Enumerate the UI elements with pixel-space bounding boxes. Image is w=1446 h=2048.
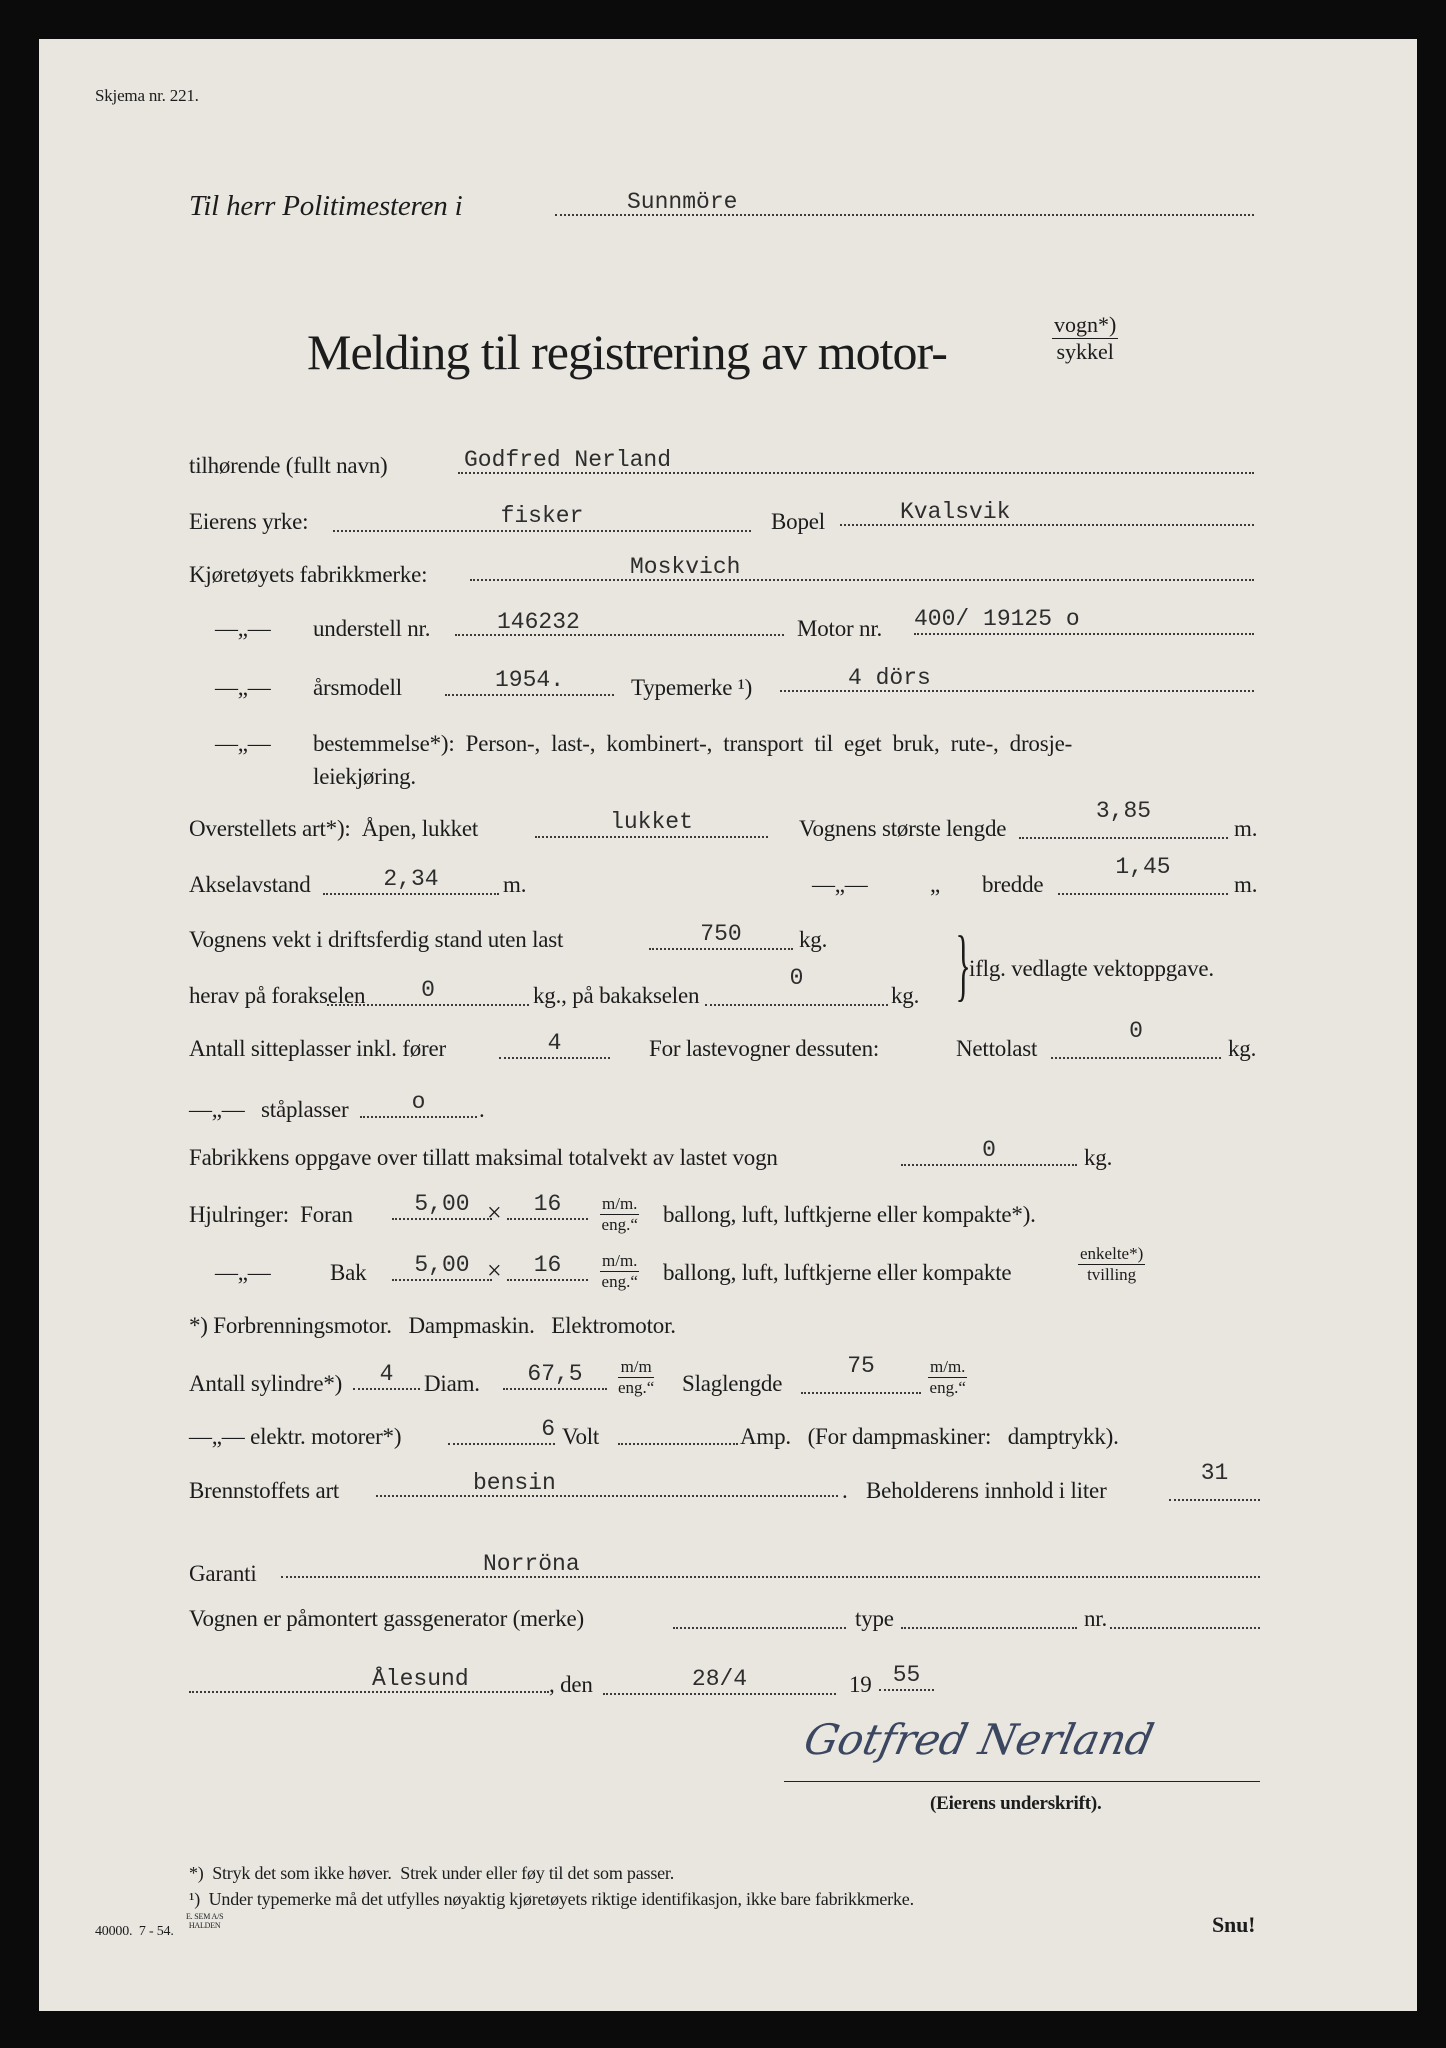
rear-tire-fraction <box>1078 1244 1145 1285</box>
turn-over-note: Snu! <box>1212 1912 1256 1937</box>
form-number: Skjema nr. 221. <box>95 86 199 105</box>
seats-field[interactable]: 4 <box>499 1031 610 1059</box>
occupation-label: Eierens yrke: <box>189 509 309 534</box>
weight-note: iflg. vedlagte vektoppgave. <box>969 956 1214 981</box>
year-prefix: 19 <box>849 1672 872 1697</box>
unit-kg: kg. <box>1084 1145 1113 1170</box>
year-field[interactable]: 55 <box>879 1663 934 1691</box>
ditto-mark: —„— <box>215 675 271 700</box>
chassis-label: understell nr. <box>313 616 431 641</box>
tank-label: Beholderens innhold i liter <box>866 1478 1107 1503</box>
rear-tire-types: ballong, luft, luftkjerne eller kompakte <box>663 1260 1012 1285</box>
unit-kg: kg. <box>1228 1036 1257 1061</box>
unit-m: m. <box>1234 872 1258 897</box>
owner-name-label: tilhørende (fullt navn) <box>189 453 388 478</box>
chassis-field[interactable]: 146232 <box>455 610 784 636</box>
footnote: ¹) Under typemerke må det utfylles nøyaktig kjøretøyets riktige identifikasjon, ikke bare fabrikkmerke. <box>189 1889 914 1909</box>
stroke-value: 75 <box>847 1353 875 1379</box>
make-field[interactable]: Moskvich <box>470 555 1254 581</box>
title-frac-bottom: sykkel <box>1056 339 1114 364</box>
front-axle-label: herav på forakselen <box>189 983 366 1008</box>
guarantee-label: Garanti <box>189 1561 257 1586</box>
rear-label: Bak <box>330 1260 367 1285</box>
signature-line <box>784 1781 1260 1782</box>
addressee-field[interactable]: Sunnmöre <box>555 190 1254 216</box>
unit-top: m/m. <box>930 1357 966 1376</box>
date-field[interactable]: 28/4 <box>603 1667 836 1695</box>
make-label: Kjøretøyets fabrikkmerke: <box>189 562 428 587</box>
unit-fraction <box>618 1357 654 1398</box>
wheelbase-field[interactable]: 2,34 <box>323 867 499 895</box>
diam-label: Diam. <box>424 1371 480 1396</box>
front-axle-field[interactable]: 0 <box>327 978 529 1006</box>
rear-tire-size-field[interactable]: 5,00 <box>392 1253 492 1281</box>
owner-name-field[interactable]: Godfred Nerland <box>458 448 1254 474</box>
unit-top: m/m <box>618 1357 654 1378</box>
stroke-label: Slaglengde <box>682 1371 783 1396</box>
truck-label: For lastevogner dessuten: <box>649 1036 880 1061</box>
standing-label: ståplasser <box>261 1097 349 1122</box>
residence-label: Bopel <box>771 509 825 534</box>
rear-frac-bottom: tvilling <box>1087 1265 1137 1284</box>
amp-field[interactable] <box>618 1417 738 1445</box>
max-weight-field[interactable]: 0 <box>901 1138 1077 1166</box>
unit-top: m/m. <box>602 1251 638 1270</box>
owner-signature: Gotfred Nerland <box>799 1715 1158 1764</box>
page-title: Melding til registrering av motor- <box>307 324 947 380</box>
title-fraction <box>1052 312 1118 365</box>
gas-generator-label: Vognen er påmontert gassgenerator (merke) <box>189 1606 584 1631</box>
weight-label: Vognens vekt i driftsferdig stand uten last <box>189 927 564 952</box>
unit-kg: kg. <box>891 983 920 1008</box>
cylinders-label: Antall sylindre*) <box>189 1371 343 1396</box>
net-load-field[interactable] <box>1051 1018 1221 1059</box>
unit-m: m. <box>503 872 527 897</box>
nr-label: nr. <box>1084 1606 1108 1631</box>
unit-bottom: eng.“ <box>601 1272 638 1291</box>
rear-rim-field[interactable]: 16 <box>507 1253 588 1281</box>
length-label: Vognens største lengde <box>799 816 1007 841</box>
ditto-mark: —„— <box>189 1097 245 1122</box>
fuel-label: Brennstoffets art <box>189 1478 340 1503</box>
engine-types: *) Forbrenningsmotor. Dampmaskin. Elektromotor. <box>189 1313 676 1338</box>
max-weight-label: Fabrikkens oppgave over tillatt maksimal totalvekt av lastet vogn <box>189 1145 778 1170</box>
unit-m: m. <box>1234 816 1258 841</box>
title-frac-top: vogn*) <box>1054 312 1117 337</box>
ditto-mark: —„— <box>812 872 868 897</box>
guarantee-field[interactable]: Norröna <box>281 1552 1260 1578</box>
tank-value: 31 <box>1200 1460 1229 1486</box>
length-value: 3,85 <box>1095 798 1152 824</box>
tank-field[interactable] <box>1169 1460 1260 1501</box>
printer-line2: HALDEN <box>188 1921 221 1930</box>
front-rim-field[interactable]: 16 <box>507 1192 588 1220</box>
brace: } <box>955 921 971 1009</box>
unit-fraction <box>600 1251 639 1292</box>
front-tire-size-field[interactable]: 5,00 <box>392 1192 492 1220</box>
addressee-label: Til herr Politimesteren i <box>189 190 463 222</box>
cylinders-field[interactable]: 4 <box>353 1362 420 1390</box>
unit-fraction <box>928 1357 967 1398</box>
seats-label: Antall sitteplasser inkl. fører <box>189 1036 446 1061</box>
net-load-value: 0 <box>1129 1018 1143 1044</box>
rear-frac-top: enkelte*) <box>1080 1244 1144 1263</box>
gas-type-field[interactable] <box>901 1601 1077 1629</box>
times-sign: × <box>487 1256 502 1285</box>
type-label: Typemerke ¹) <box>631 675 753 700</box>
signature-label: (Eierens underskrift). <box>930 1793 1102 1814</box>
print-code: 40000. 7 - 54. <box>95 1924 174 1939</box>
occupation-field[interactable]: fisker <box>333 504 751 532</box>
gas-nr-field[interactable] <box>1110 1601 1260 1629</box>
rear-axle-label: kg., på bakakselen <box>533 983 700 1008</box>
period: . <box>479 1097 485 1122</box>
purpose-text-cont: leiekjøring. <box>313 764 416 789</box>
rear-axle-field[interactable] <box>705 965 888 1006</box>
weight-field[interactable]: 750 <box>649 922 793 950</box>
front-tire-types: ballong, luft, luftkjerne eller kompakte*). <box>663 1202 1036 1227</box>
ditto-mark: —„— <box>215 1260 271 1285</box>
printer-mark <box>186 1912 223 1930</box>
standing-field[interactable]: o <box>360 1090 477 1118</box>
width-value: 1,45 <box>1115 854 1171 880</box>
fuel-field[interactable]: bensin <box>376 1471 838 1497</box>
unit-fraction <box>600 1194 639 1235</box>
purpose-text: bestemmelse*): Person-, last-, kombinert-, transport til eget bruk, rute-, drosje- <box>313 731 1073 756</box>
unit-bottom: eng.“ <box>618 1378 655 1397</box>
motor-field[interactable]: 400/ 19125 o <box>914 607 1254 635</box>
type-field[interactable]: 4 dörs <box>780 666 1254 692</box>
year-label: årsmodell <box>313 675 402 700</box>
den-label: , den <box>549 1672 593 1697</box>
unit-bottom: eng.“ <box>929 1378 966 1397</box>
width-field[interactable] <box>1058 854 1228 895</box>
type-label: type <box>855 1606 894 1631</box>
electric-label: —„— elektr. motorer*) <box>189 1424 402 1449</box>
gas-generator-field[interactable] <box>673 1601 846 1629</box>
volt-label: Volt <box>562 1424 600 1449</box>
rear-axle-value: 0 <box>789 965 804 991</box>
length-field[interactable] <box>1019 798 1228 839</box>
ditto-mark: —„— <box>215 616 271 641</box>
net-load-label: Nettolast <box>956 1036 1038 1061</box>
wheelbase-label: Akselavstand <box>189 872 311 897</box>
body-label: Overstellets art*): Åpen, lukket <box>189 816 479 841</box>
diam-field[interactable]: 67,5 <box>503 1362 607 1390</box>
body-field[interactable]: lukket <box>535 810 768 838</box>
unit-kg: kg. <box>799 927 828 952</box>
ditto-quote: „ <box>930 872 941 897</box>
tires-label: Hjulringer: Foran <box>189 1202 353 1227</box>
year-field[interactable]: 1954. <box>445 668 614 696</box>
footnote: *) Stryk det som ikke høver. Strek under eller føy til det som passer. <box>189 1863 675 1883</box>
period: . <box>842 1478 848 1503</box>
amp-label: Amp. (For dampmaskiner: damptrykk). <box>740 1424 1119 1449</box>
times-sign: × <box>487 1198 502 1227</box>
place-field[interactable]: Ålesund <box>189 1667 549 1693</box>
unit-bottom: eng.“ <box>601 1215 638 1234</box>
width-label: bredde <box>982 872 1044 897</box>
residence-field[interactable]: Kvalsvik <box>840 500 1254 526</box>
ditto-mark: —„— <box>215 731 271 756</box>
motor-label: Motor nr. <box>797 616 883 641</box>
printer-line1: E. SEM A/S <box>186 1912 224 1921</box>
stroke-field[interactable] <box>801 1353 921 1394</box>
volt-field[interactable]: 6 <box>448 1417 555 1445</box>
unit-top: m/m. <box>602 1194 638 1213</box>
